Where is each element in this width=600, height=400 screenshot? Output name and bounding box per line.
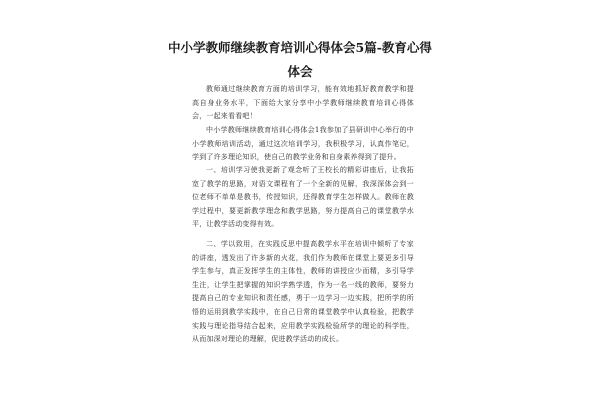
body-paragraph: 一、培训学习使我更新了观念听了王校长的精彩讲座后，让我拓宽了教学的思路，对语文课程有了一个全新的见解，我深深体会到一位老师不单单是教书，传授知识，还得教育学生怎样做人。教师在教学过程中，要更新教学理念和教学思路，努力提高自己的课堂教学水平，让教学活动变得有效。 xyxy=(192,166,414,229)
document-title: 中小学教师继续教育培训心得体会5篇-教育心得 xyxy=(168,40,432,55)
document-title-continued: 体会 xyxy=(287,64,313,79)
body-paragraph: 二、学以致用，在实践反思中提高教学水平在培训中倾听了专家的讲座，透发出了许多新的火花，我们作为教师在课堂上要更多引导学生参与，真正发挥学生的主体性，教师的讲授应少而精，多引导学生注，让学生把掌握的知识学熟学透，作为一名一线的教师，要努力提高自己的专业知识和责任感，勇于一边学习一边实践，把所学的所悟的运用到教学实践中，在自己日常的课堂教学中认真检验，把教学实践与理论指导结合起来，应用教学实践检验所学的理论的科学性，从而加深对理论的理解，促进教学活动的成长。 xyxy=(192,240,414,344)
intro-paragraph: 教师通过继续教育方面的培训学习，能有效地抓好教育教学和提高自身业务水平，下面给大家分享中小学教师继续教育培训心得体会，一起来看看吧！ xyxy=(192,85,414,121)
body-paragraph: 中小学教师继续教育培训心得体会1我参加了县研训中心举行的中小学教师培训活动，通过这次培训学习，我积极学习，认真作笔记，学到了许多理论知识，使自己的教学业务和自身素养得到了提升。 xyxy=(192,126,414,162)
